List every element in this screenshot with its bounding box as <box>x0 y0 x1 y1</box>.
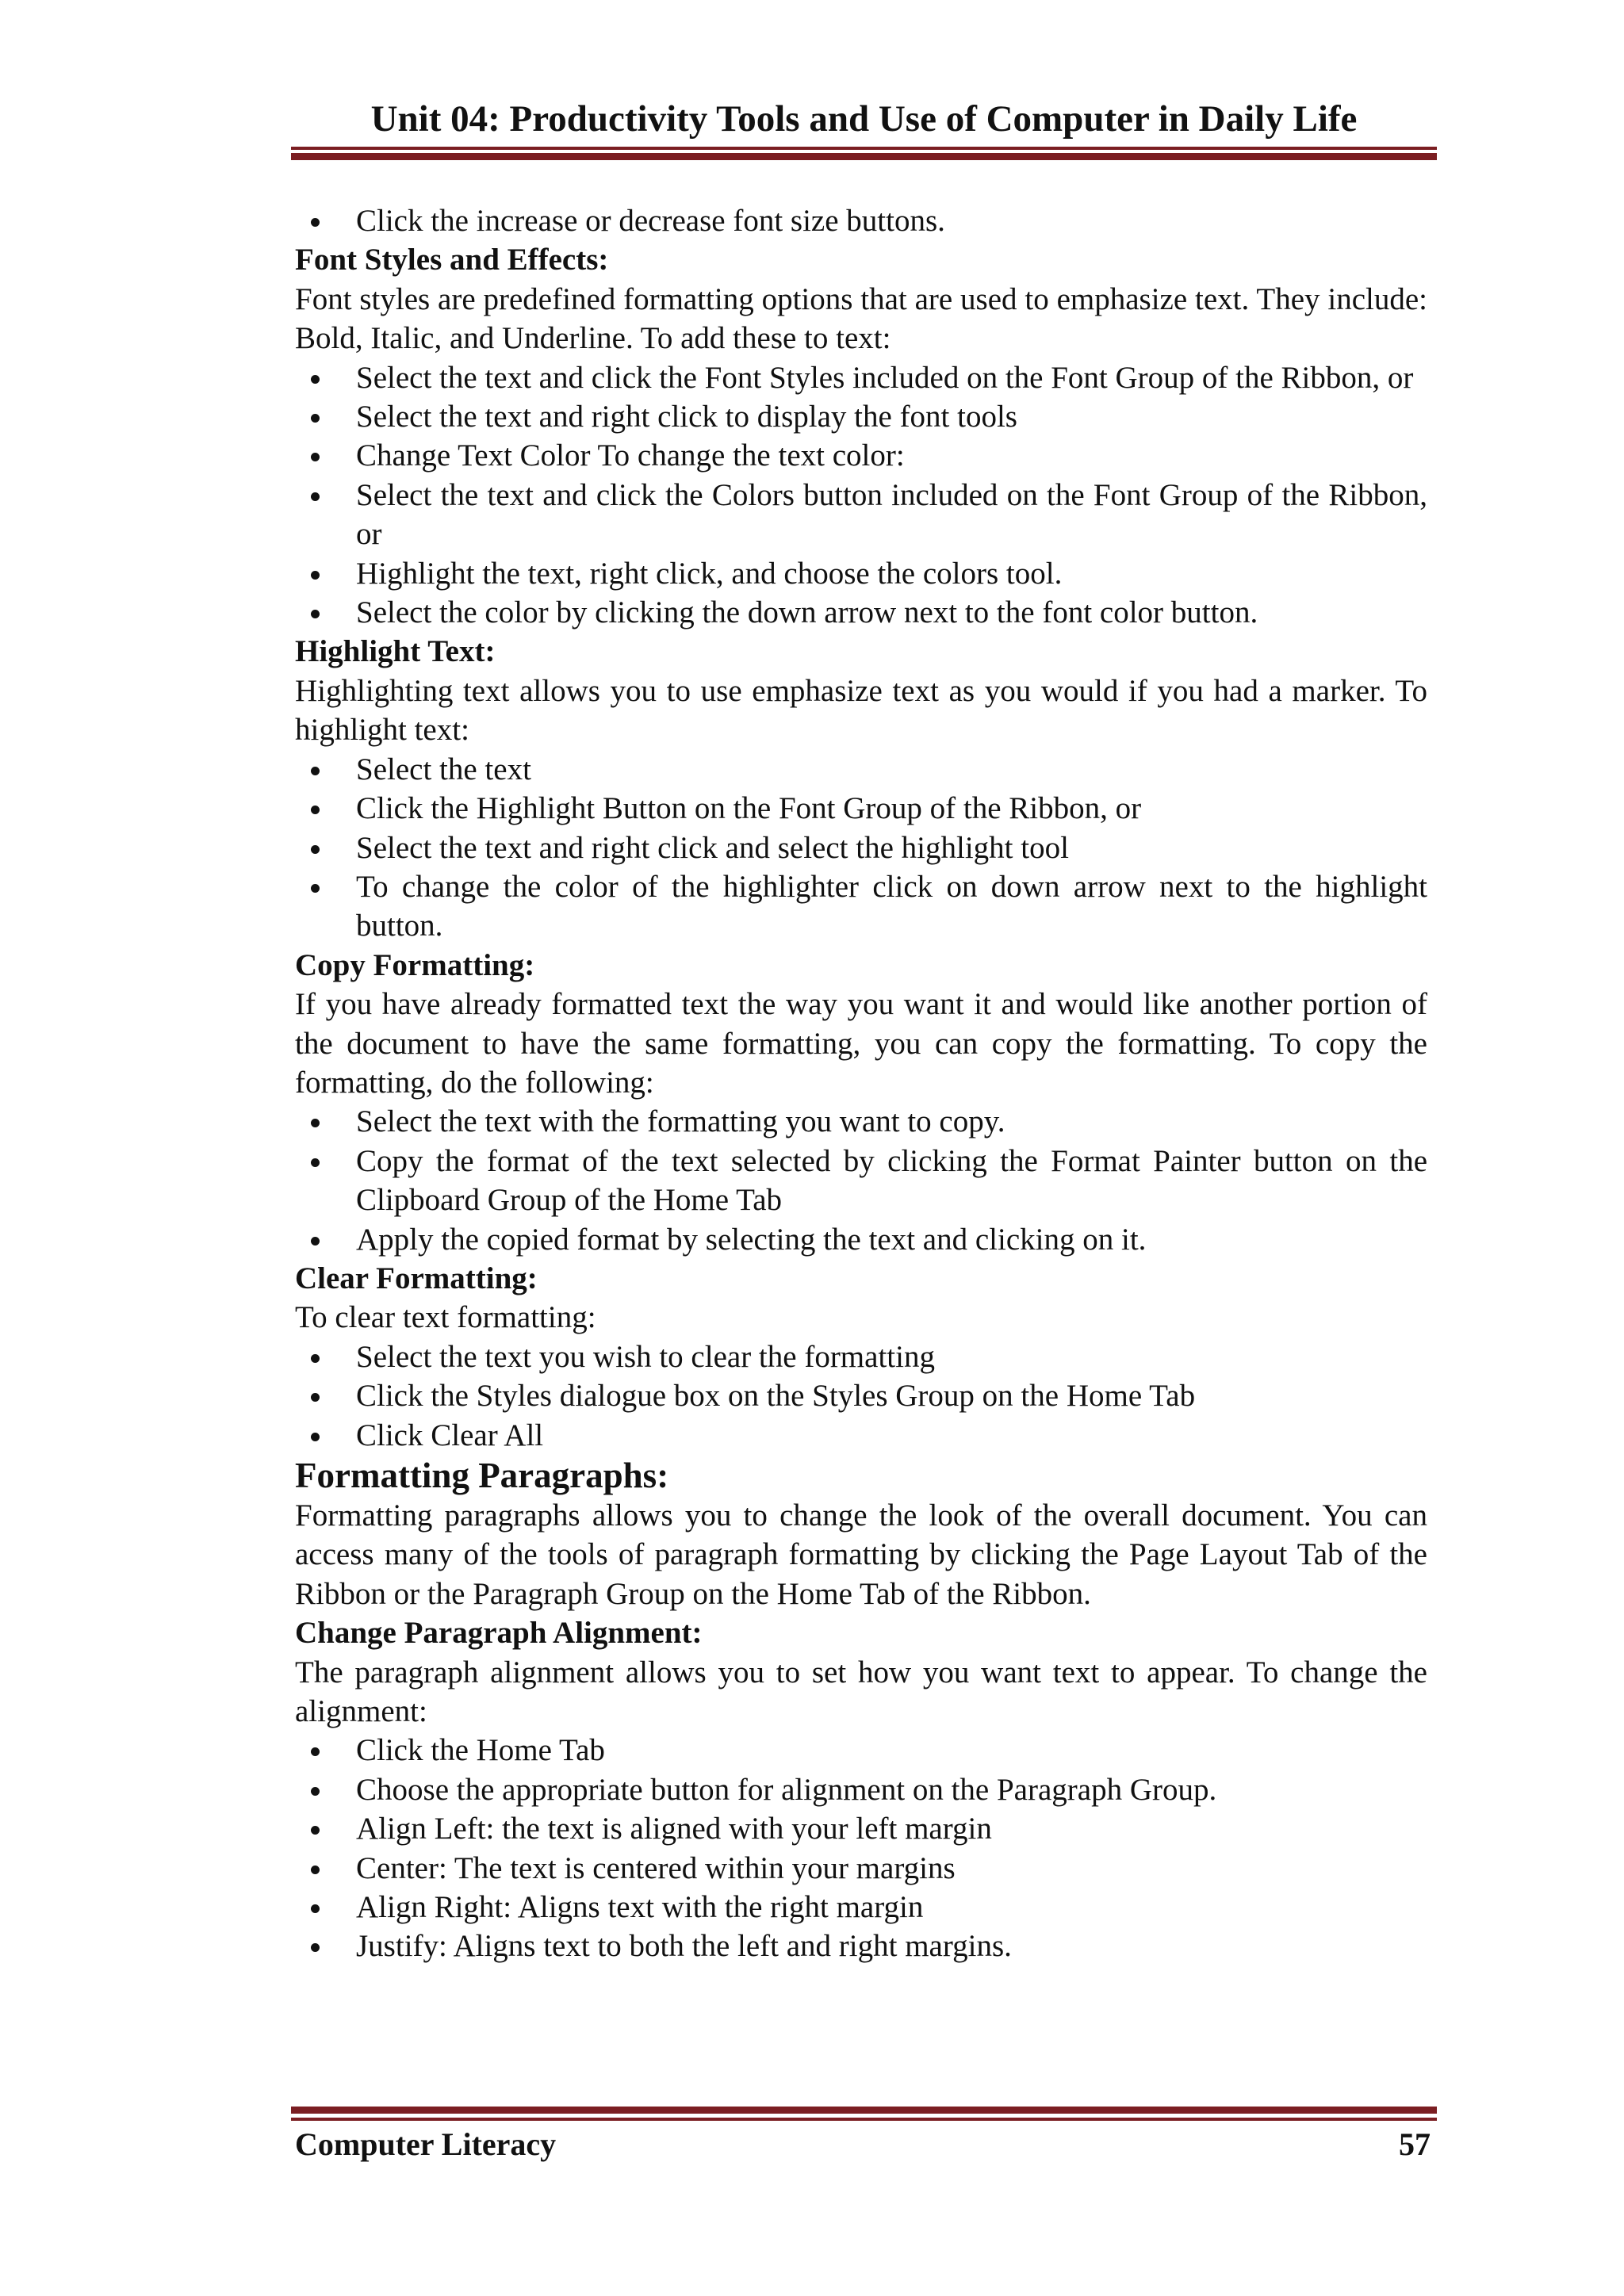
bullet-icon <box>311 1866 320 1874</box>
bullet-text: Align Right: Aligns text with the right margin <box>356 1890 924 1925</box>
header-rule-thin <box>291 147 1437 150</box>
bullet-icon <box>311 845 320 854</box>
bullet-item <box>295 867 1427 946</box>
footer-rule-thick <box>291 2107 1437 2114</box>
bullet-list <box>295 1337 1427 1455</box>
bullet-icon <box>311 1393 320 1402</box>
bullet-item <box>295 828 1427 867</box>
bullet-icon <box>311 1943 320 1952</box>
bullet-text: Click Clear All <box>356 1418 544 1452</box>
bullet-text: Choose the appropriate button for alignment on the Paragraph Group. <box>356 1772 1217 1807</box>
bullet-icon <box>311 414 320 423</box>
footer-book-title: Computer Literacy <box>295 2126 557 2162</box>
bullet-text: Click the Styles dialogue box on the Styles Group on the Home Tab <box>356 1379 1196 1414</box>
bullet-item <box>295 1102 1427 1141</box>
bullet-text: Select the text and right click to display the font tools <box>356 400 1017 434</box>
bullet-text: Center: The text is centered within your margins <box>356 1850 956 1885</box>
bullet-list <box>295 358 1427 633</box>
section-title: Formatting Paragraphs: <box>295 1456 669 1495</box>
bullet-text: Click the Highlight Button on the Font Group of the Ribbon, or <box>356 791 1142 826</box>
bullet-text: Select the text and click the Font Styles included on the Font Group of the Ribbon, or <box>356 360 1414 395</box>
section-heading: Highlight Text: <box>295 634 496 669</box>
bullet-item <box>295 1888 1427 1927</box>
bullet-text: Click the Home Tab <box>356 1733 605 1768</box>
bullet-text: Highlight the text, right click, and choose the colors tool. <box>356 556 1063 591</box>
paragraph: Highlighting text allows you to use emphasize text as you would if you had a marker. To highlight text: <box>295 673 1427 748</box>
bullet-icon <box>311 767 320 775</box>
bullet-item <box>295 201 1427 240</box>
bullet-icon <box>311 492 320 501</box>
bullet-item <box>295 1142 1427 1220</box>
bullet-text: Change Text Color To change the text color: <box>356 438 905 473</box>
page-header-title: Unit 04: Productivity Tools and Use of Computer in Daily Life <box>370 98 1358 140</box>
bullet-icon <box>311 610 320 618</box>
bullet-item <box>295 1770 1427 1809</box>
bullet-item <box>295 1376 1427 1415</box>
bullet-icon <box>311 453 320 461</box>
header-rule-thick <box>291 153 1437 160</box>
bullet-text: Align Left: the text is aligned with your left margin <box>356 1812 992 1846</box>
bullet-text: Select the text and right click and select the highlight tool <box>356 830 1069 865</box>
bullet-icon <box>311 1747 320 1756</box>
bullet-item <box>295 1416 1427 1455</box>
bullet-item <box>295 1731 1427 1770</box>
bullet-item <box>295 358 1427 397</box>
bullet-icon <box>311 1433 320 1441</box>
bullet-text: Select the text and click the Colors button included on the Font Group of the Ribbon, or <box>356 477 1427 552</box>
page-number: 57 <box>1399 2126 1431 2162</box>
bullet-icon <box>311 218 320 227</box>
bullet-icon <box>311 375 320 384</box>
bullet-icon <box>311 1158 320 1167</box>
bullet-text: Select the text with the formatting you want to copy. <box>356 1104 1005 1139</box>
bullet-icon <box>311 1826 320 1835</box>
bullet-item <box>295 1849 1427 1888</box>
bullet-item <box>295 1927 1427 1965</box>
bullet-item <box>295 397 1427 436</box>
bullet-icon <box>311 571 320 580</box>
bullet-list <box>295 1731 1427 1965</box>
bullet-text: Select the text <box>356 752 531 786</box>
bullet-icon <box>311 806 320 814</box>
bullet-item <box>295 789 1427 828</box>
bullet-icon <box>311 884 320 893</box>
section-heading: Clear Formatting: <box>295 1261 538 1295</box>
bullet-text: Apply the copied format by selecting the text and clicking on it. <box>356 1222 1147 1257</box>
bullet-item <box>295 1809 1427 1848</box>
section-heading: Copy Formatting: <box>295 947 535 982</box>
bullet-text: To change the color of the highlighter click on down arrow next to the highlight button. <box>356 869 1427 943</box>
paragraph: The paragraph alignment allows you to set how you want text to appear. To change the alignment: <box>295 1655 1427 1729</box>
bullet-list <box>295 1102 1427 1259</box>
bullet-icon <box>311 1237 320 1246</box>
bullet-item <box>295 750 1427 789</box>
bullet-icon <box>311 1904 320 1913</box>
bullet-text: Select the color by clicking the down arrow next to the font color button. <box>356 595 1258 630</box>
bullet-text: Select the text you wish to clear the formatting <box>356 1339 935 1374</box>
bullet-item <box>295 1337 1427 1376</box>
bullet-text: Click the increase or decrease font size buttons. <box>356 204 945 238</box>
bullet-item <box>295 554 1427 593</box>
bullet-item <box>295 476 1427 554</box>
bullet-text: Justify: Aligns text to both the left and right margins. <box>356 1929 1012 1964</box>
paragraph: Formatting paragraphs allows you to change the look of the overall document. You can access many of the tools of paragraph formatting by clicking the Page Layout Tab of the Ribbon or the Paragraph Group on the Home Tab of the Ribbon. <box>295 1498 1427 1611</box>
bullet-list <box>295 201 1427 240</box>
bullet-text: Copy the format of the text selected by clicking the Format Painter button on the Clipboard Group of the Home Tab <box>356 1143 1427 1218</box>
bullet-icon <box>311 1119 320 1127</box>
bullet-item <box>295 436 1427 475</box>
bullet-icon <box>311 1354 320 1363</box>
footer-rule-thin <box>291 2118 1437 2121</box>
bullet-item <box>295 1220 1427 1259</box>
section-heading: Font Styles and Effects: <box>295 243 609 277</box>
section-heading: Change Paragraph Alignment: <box>295 1616 703 1651</box>
paragraph: To clear text formatting: <box>295 1300 596 1335</box>
page-body <box>295 201 1427 1966</box>
bullet-icon <box>311 1787 320 1796</box>
paragraph: Font styles are predefined formatting options that are used to emphasize text. They include: Bold, Italic, and Underline. To add these to text: <box>295 281 1427 356</box>
bullet-list <box>295 750 1427 946</box>
bullet-item <box>295 593 1427 632</box>
paragraph: If you have already formatted text the way you want it and would like another portion of the document to have the same formatting, you can copy the formatting. To copy the formatting, do the following: <box>295 987 1427 1100</box>
